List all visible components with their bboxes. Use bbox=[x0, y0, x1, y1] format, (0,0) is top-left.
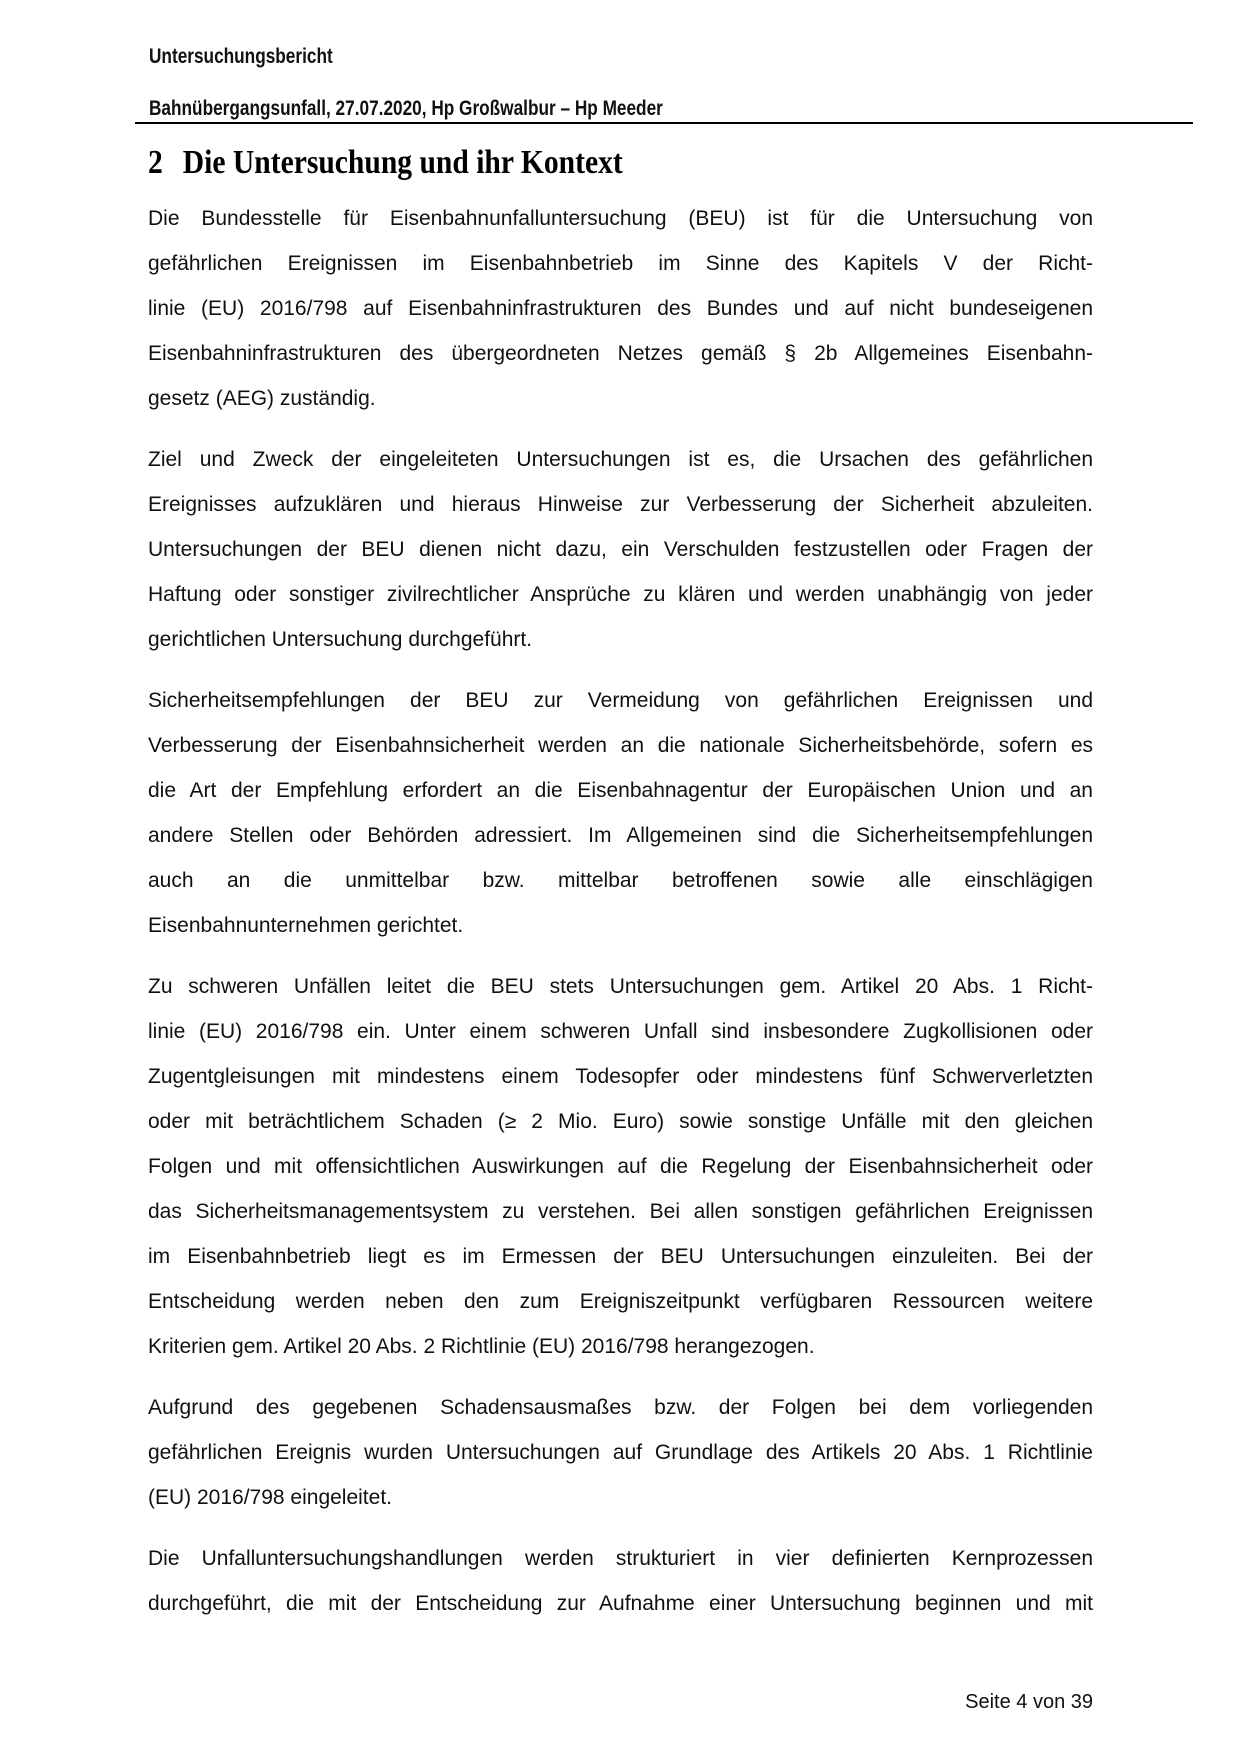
section-number: 2 bbox=[148, 144, 163, 181]
text-line: Aufgrund des gegebenen Schadensausmaßes bzw. der Folgen bei dem vorliegenden bbox=[148, 1396, 1093, 1419]
text-line: Verbesserung der Eisenbahnsicherheit werden an die nationale Sicherheitsbehörde, sofern es bbox=[148, 734, 1093, 757]
text-line: Die Bundesstelle für Eisenbahnunfalluntersuchung (BEU) ist für die Untersuchung von bbox=[148, 207, 1093, 230]
header-rule bbox=[135, 122, 1193, 124]
text-line: Zu schweren Unfällen leitet die BEU stets Untersuchungen gem. Artikel 20 Abs. 1 Richt- bbox=[148, 975, 1093, 998]
text-line: Haftung oder sonstiger zivilrechtlicher Ansprüche zu klären und werden unabhängig von jeder bbox=[148, 583, 1093, 606]
header-doc-type bbox=[149, 45, 373, 69]
text-line: Entscheidung werden neben den zum Ereigniszeitpunkt verfügbaren Ressourcen weitere bbox=[148, 1290, 1093, 1313]
section-heading bbox=[148, 143, 694, 183]
header-subtitle bbox=[149, 97, 776, 121]
header-subtitle-text: Bahnübergangsunfall, 27.07.2020, Hp Großwalbur – Hp Meeder bbox=[149, 97, 663, 120]
text-line: andere Stellen oder Behörden adressiert. Im Allgemeinen sind die Sicherheitsempfehlungen bbox=[148, 824, 1093, 847]
text-line: gerichtlichen Untersuchung durchgeführt. bbox=[148, 628, 533, 651]
text-line: Untersuchungen der BEU dienen nicht dazu, ein Verschulden festzustellen oder Fragen der bbox=[148, 538, 1093, 561]
text-line: Ereignisses aufzuklären und hieraus Hinweise zur Verbesserung der Sicherheit abzuleiten. bbox=[148, 493, 1093, 516]
text-line: Eisenbahninfrastrukturen des übergeordneten Netzes gemäß § 2b Allgemeines Eisenbahn- bbox=[148, 342, 1093, 365]
text-line: oder mit beträchtlichem Schaden (≥ 2 Mio. Euro) sowie sonstige Unfälle mit den gleichen bbox=[148, 1110, 1093, 1133]
text-line: gesetz (AEG) zuständig. bbox=[148, 387, 376, 410]
text-line: Sicherheitsempfehlungen der BEU zur Vermeidung von gefährlichen Ereignissen und bbox=[148, 689, 1093, 712]
text-line: im Eisenbahnbetrieb liegt es im Ermessen der BEU Untersuchungen einzuleiten. Bei der bbox=[148, 1245, 1093, 1268]
text-line: durchgeführt, die mit der Entscheidung zur Aufnahme einer Untersuchung beginnen und mit bbox=[148, 1592, 1093, 1615]
text-line: gefährlichen Ereignissen im Eisenbahnbetrieb im Sinne des Kapitels V der Richt- bbox=[148, 252, 1093, 275]
section-heading-text bbox=[148, 143, 623, 183]
text-line: Zugentgleisungen mit mindestens einem Todesopfer oder mindestens fünf Schwerverletzten bbox=[148, 1065, 1093, 1088]
text-line: die Art der Empfehlung erfordert an die Eisenbahnagentur der Europäischen Union und an bbox=[148, 779, 1093, 802]
text-line: Ziel und Zweck der eingeleiteten Untersuchungen ist es, die Ursachen des gefährlichen bbox=[148, 448, 1093, 471]
paragraph bbox=[148, 437, 1093, 662]
text-line: auch an die unmittelbar bzw. mittelbar betroffenen sowie alle einschlägigen bbox=[148, 869, 1093, 892]
page-number-indicator: Seite 4 von 39 bbox=[965, 1691, 1093, 1713]
section-title: Die Untersuchung und ihr Kontext bbox=[182, 144, 623, 181]
text-line: linie (EU) 2016/798 ein. Unter einem schweren Unfall sind insbesondere Zugkollisionen oder bbox=[148, 1020, 1093, 1043]
text-line: gefährlichen Ereignis wurden Untersuchungen auf Grundlage des Artikels 20 Abs. 1 Richtlinie bbox=[148, 1441, 1093, 1464]
text-line: Eisenbahnunternehmen gerichtet. bbox=[148, 914, 464, 937]
paragraph bbox=[148, 1385, 1093, 1520]
text-line: Kriterien gem. Artikel 20 Abs. 2 Richtlinie (EU) 2016/798 herangezogen. bbox=[148, 1335, 815, 1358]
text-line: linie (EU) 2016/798 auf Eisenbahninfrastrukturen des Bundes und auf nicht bundeseigenen bbox=[148, 297, 1093, 320]
paragraph bbox=[148, 196, 1093, 421]
text-line: (EU) 2016/798 eingeleitet. bbox=[148, 1486, 392, 1509]
page-footer bbox=[148, 1690, 1093, 1714]
document-body bbox=[148, 196, 1093, 1642]
paragraph bbox=[148, 1536, 1093, 1626]
header-doc-type-text: Untersuchungsbericht bbox=[149, 45, 333, 68]
text-line: das Sicherheitsmanagementsystem zu verstehen. Bei allen sonstigen gefährlichen Ereignissen bbox=[148, 1200, 1093, 1223]
paragraph bbox=[148, 964, 1093, 1369]
text-line: Die Unfalluntersuchungshandlungen werden strukturiert in vier definierten Kernprozessen bbox=[148, 1547, 1093, 1570]
text-line: Folgen und mit offensichtlichen Auswirkungen auf die Regelung der Eisenbahnsicherheit oder bbox=[148, 1155, 1093, 1178]
paragraph bbox=[148, 678, 1093, 948]
